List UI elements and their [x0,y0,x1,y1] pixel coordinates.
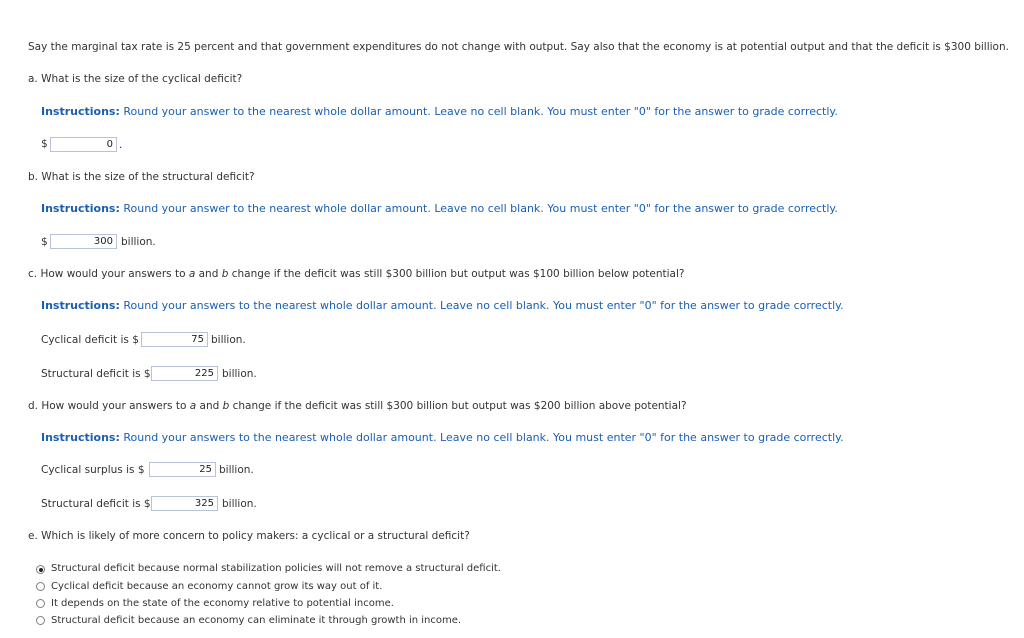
question-d [28,400,687,412]
answer-b-input[interactable] [50,234,117,249]
instructions-text: Round your answer to the nearest whole dollar amount. Leave no cell blank. You must enter "0" for the answer to grade correctly. [123,202,838,215]
question-d-part1: d. How would your answers to [28,400,190,412]
option-3-label[interactable]: It depends on the state of the economy relative to potential income. [51,598,394,609]
instructions-text: Round your answers to the nearest whole dollar amount. Leave no cell blank. You must enter "0" for the answer to grade correctly. [123,431,844,444]
option-4-label[interactable]: Structural deficit because an economy can eliminate it through growth in income. [51,615,462,626]
unit-label: billion. [219,464,254,476]
instructions-a [41,105,838,118]
unit-label: billion. [222,368,257,380]
question-d-ref-a: a [189,400,197,412]
radio-option-2[interactable] [36,582,45,591]
radio-option-3[interactable] [36,599,45,608]
question-c-part1: c. How would your answers to [28,268,189,280]
answer-a-input[interactable] [50,137,117,152]
structural-deficit-label-c: Structural deficit is $ [41,368,151,380]
instructions-text: Round your answers to the nearest whole dollar amount. Leave no cell blank. You must enter "0" for the answer to grade correctly. [123,299,844,312]
question-b: b. What is the size of the structural deficit? [28,171,255,183]
cyclical-surplus-label-d: Cyclical surplus is $ [41,464,145,476]
instructions-label: Instructions: [41,299,120,312]
unit-label: billion. [222,498,257,510]
structural-deficit-input-d[interactable] [151,496,218,511]
radio-option-1[interactable] [36,565,45,574]
question-c-part2: and [195,268,222,280]
option-2-label[interactable]: Cyclical deficit because an economy cannot grow its way out of it. [51,581,383,592]
instructions-label: Instructions: [41,431,120,444]
instructions-label: Instructions: [41,202,120,215]
instructions-text: Round your answer to the nearest whole dollar amount. Leave no cell blank. You must enter "0" for the answer to grade correctly. [123,105,838,118]
question-d-part3: change if the deficit was still $300 billion but output was $200 billion above potential? [229,400,687,412]
unit-label: billion. [211,334,246,346]
instructions-c [41,299,844,312]
instructions-label: Instructions: [41,105,120,118]
cyclical-deficit-label-c: Cyclical deficit is $ [41,334,139,346]
question-e: e. Which is likely of more concern to policy makers: a cyclical or a structural deficit? [28,530,470,542]
structural-deficit-label-d: Structural deficit is $ [41,498,151,510]
option-1-label[interactable]: Structural deficit because normal stabilization policies will not remove a structural deficit. [51,563,501,574]
intro-text: Say the marginal tax rate is 25 percent and that government expenditures do not change with output. Say also that the economy is at potential output and that the deficit is $300 billion. [28,41,1009,53]
currency-sign: $ [41,138,48,150]
cyclical-surplus-input-d[interactable] [149,462,216,477]
structural-deficit-input-c[interactable] [151,366,218,381]
answer-a-suffix: . [119,139,123,151]
question-d-part2: and [196,400,223,412]
unit-label: billion. [121,236,156,248]
instructions-b [41,202,838,215]
currency-sign: $ [41,236,48,248]
question-c-ref-b: b [221,268,229,280]
question-d-ref-b: b [222,400,230,412]
instructions-d [41,431,844,444]
question-a: a. What is the size of the cyclical deficit? [28,73,243,85]
question-c [28,268,684,280]
radio-option-4[interactable] [36,616,45,625]
cyclical-deficit-input-c[interactable] [141,332,208,347]
question-c-ref-a: a [188,268,196,280]
question-c-part3: change if the deficit was still $300 billion but output was $100 billion below potential? [228,268,685,280]
